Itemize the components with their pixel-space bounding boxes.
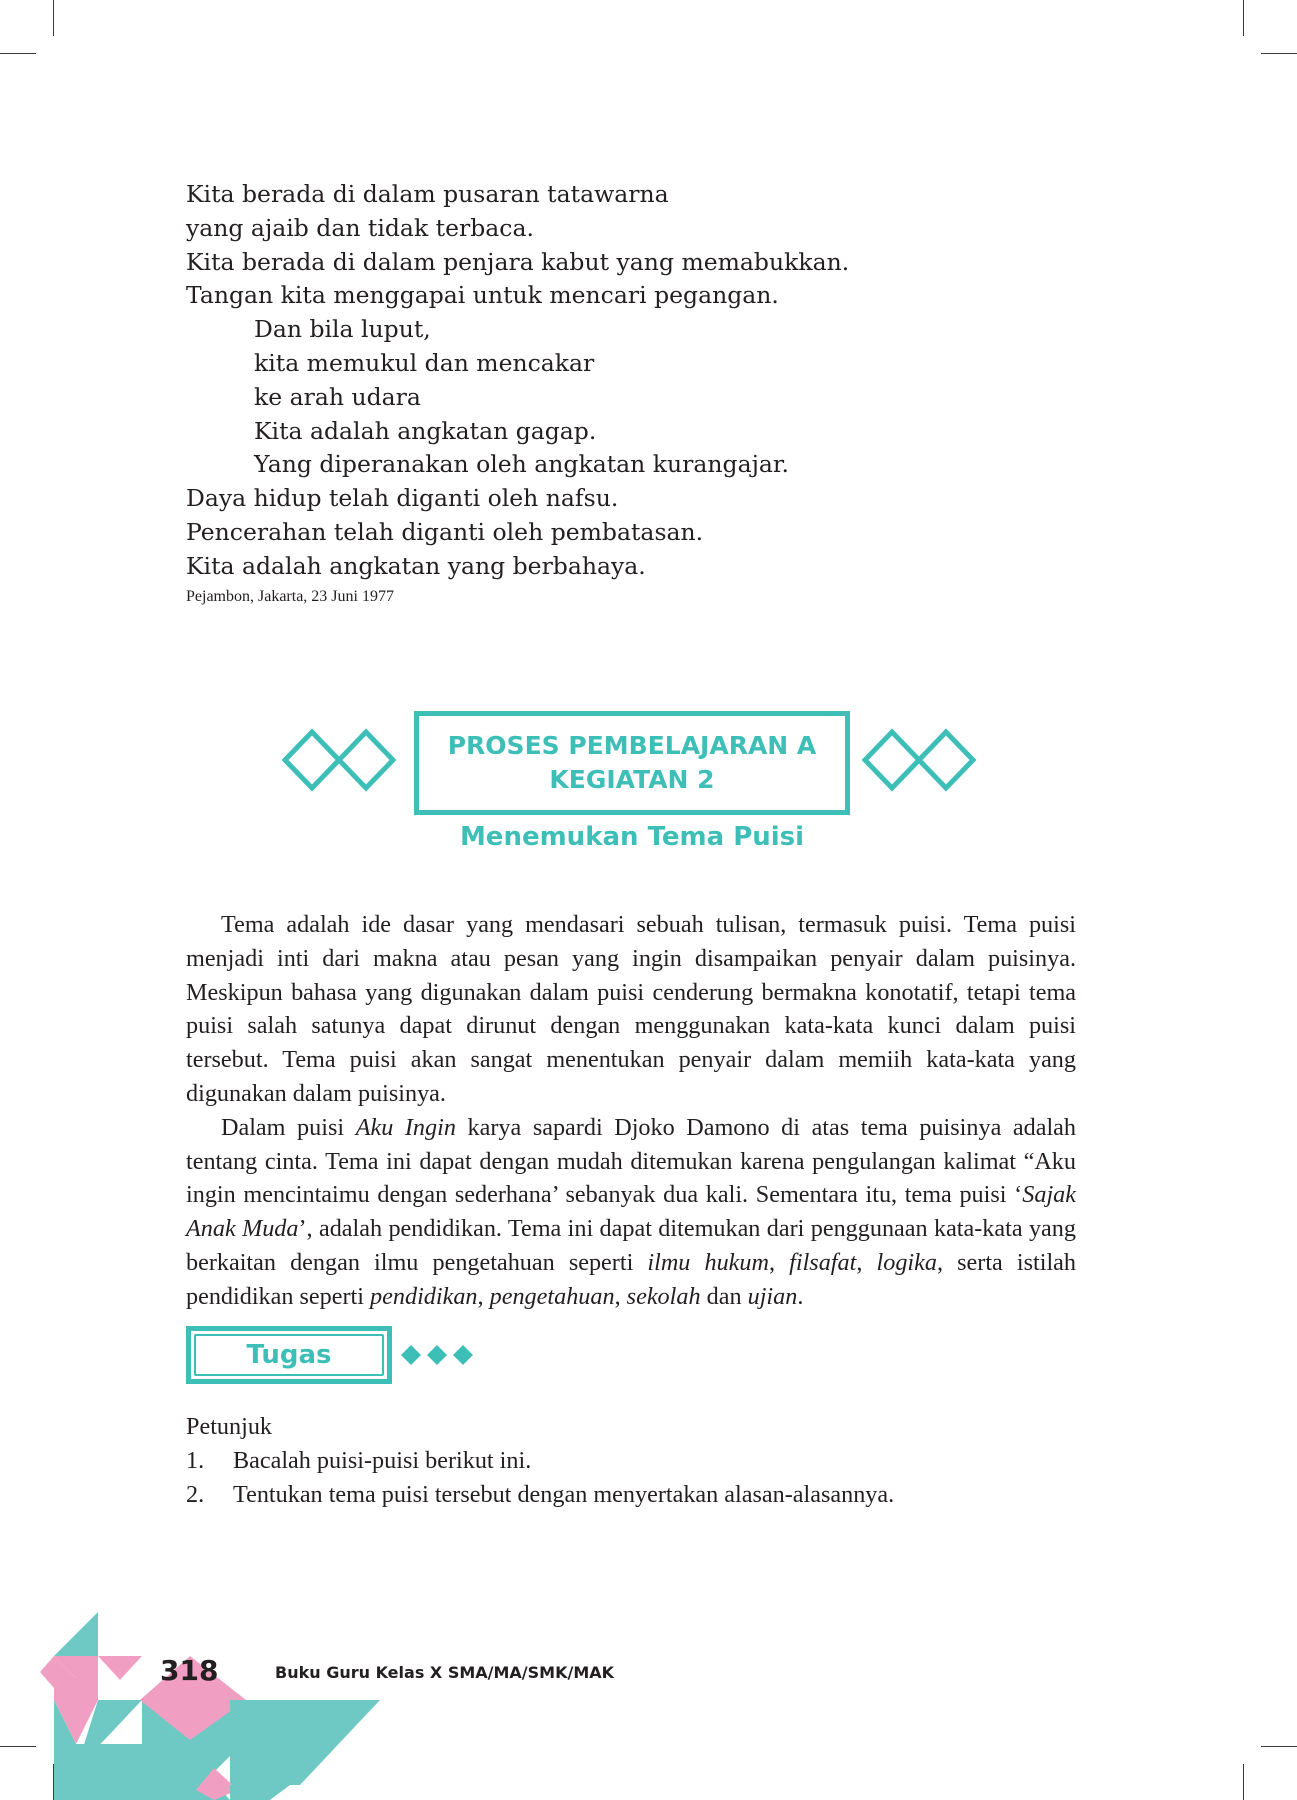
poem-line: yang ajaib dan tidak terbaca.: [186, 213, 534, 242]
poem-place-date: Pejambon, Jakarta, 23 Juni 1977: [186, 588, 394, 605]
poem-line: kita memukul dan mencakar: [254, 348, 595, 377]
crop-mark: [0, 53, 36, 54]
poem-line: Dan bila luput,: [254, 315, 431, 344]
left-diamond-decoration: [282, 728, 402, 792]
italic-term: sekolah: [626, 1282, 701, 1310]
list-item: [186, 1444, 894, 1478]
text-run: dan: [700, 1282, 748, 1310]
instructions-heading: Petunjuk: [186, 1413, 273, 1440]
crop-mark: [1261, 1746, 1297, 1747]
list-item: [186, 1478, 894, 1512]
list-item-number: 1.: [186, 1447, 205, 1474]
poem-line: ke arah udara: [254, 382, 421, 411]
text-run: , serta istilah pendidikan seperti: [186, 1248, 1077, 1310]
body-text: [186, 908, 1076, 1314]
list-item-number: 2.: [186, 1481, 205, 1508]
footer-decoration: [0, 1600, 380, 1800]
poem-line: Daya hidup telah diganti oleh nafsu.: [186, 484, 619, 513]
section-heading: [414, 711, 850, 815]
tugas-label: Tugas: [246, 1340, 332, 1370]
heading-line-1: PROSES PEMBELAJARAN A: [447, 731, 817, 760]
crop-mark: [53, 0, 54, 36]
italic-term: logika: [876, 1248, 937, 1276]
crop-mark: [1243, 1764, 1244, 1800]
poem-line: Kita adalah angkatan gagap.: [254, 416, 597, 445]
heading-line-2: KEGIATAN 2: [549, 765, 715, 794]
list-item-text: Tentukan tema puisi tersebut dengan menyertakan alasan-alasannya.: [233, 1481, 895, 1508]
poem: [186, 178, 849, 584]
poem-line: Kita adalah angkatan yang berbahaya.: [186, 551, 646, 580]
right-diamond-decoration: [862, 728, 982, 792]
poem-line: Kita berada di dalam pusaran tatawarna: [186, 180, 669, 208]
text-run: karya sapardi Djoko Damono di atas tema puisinya adalah tentang cinta. Tema ini dapat dengan mudah ditemukan karena pengulangan kalimat “Aku ingin mencintaimu dengan sederhana’ sebanyak dua kali. Sementara itu, tema puisi ‘: [186, 1113, 1077, 1209]
text-run: ,: [477, 1282, 490, 1310]
text-run: Dalam puisi: [221, 1113, 356, 1141]
italic-term: pendidikan: [370, 1282, 478, 1310]
paragraph-2: [186, 1111, 1076, 1314]
italic-term: Sajak Anak Muda: [186, 1181, 1076, 1243]
book-title: Buku Guru Kelas X SMA/MA/SMK/MAK: [275, 1663, 615, 1682]
section-subtitle: Menemukan Tema Puisi: [459, 822, 805, 852]
italic-term: pengetahuan: [489, 1282, 615, 1310]
text-run: ,: [614, 1282, 627, 1310]
italic-term: Aku Ingin: [355, 1113, 456, 1141]
paragraph-1: Tema adalah ide dasar yang mendasari sebuah tulisan, termasuk puisi. Tema puisi menjadi inti dari makna atau pesan yang ingin disampaikan penyair dalam puisinya. Meskipun bahasa yang digunakan dalam puisi cenderung bermakna konotatif, tetapi tema puisi salah satunya dapat dirunut dengan menggunakan kata-kata kunci dalam puisi tersebut. Tema puisi akan sangat menentukan penyair dalam memiih kata-kata yang digunakan dalam puisinya.: [186, 911, 1076, 1107]
poem-line: Yang diperanakan oleh angkatan kurangajar.: [254, 450, 790, 479]
text-run: ,: [856, 1248, 877, 1276]
tugas-label-box: [186, 1326, 392, 1384]
text-run: .: [797, 1282, 804, 1310]
italic-term: ujian: [747, 1282, 798, 1310]
italic-term: ilmu hukum: [647, 1248, 769, 1276]
tugas-diamonds-icon: [400, 1344, 476, 1366]
list-item-text: Bacalah puisi-puisi berikut ini.: [233, 1447, 532, 1474]
crop-mark: [1261, 53, 1297, 54]
crop-mark: [1243, 0, 1244, 36]
page-number: 318: [160, 1654, 219, 1687]
italic-term: filsafat: [789, 1248, 857, 1276]
poem-line: Pencerahan telah diganti oleh pembatasan.: [186, 517, 704, 546]
text-run: ,: [768, 1248, 790, 1276]
text-run: ’, adalah pendidikan. Tema ini dapat ditemukan dari penggunaan kata-kata yang berkaitan dengan ilmu pengetahuan seperti: [186, 1215, 1076, 1276]
poem-line: Kita berada di dalam penjara kabut yang memabukkan.: [186, 247, 850, 276]
instructions: [186, 1410, 894, 1512]
poem-line: Tangan kita menggapai untuk mencari pegangan.: [186, 281, 779, 310]
